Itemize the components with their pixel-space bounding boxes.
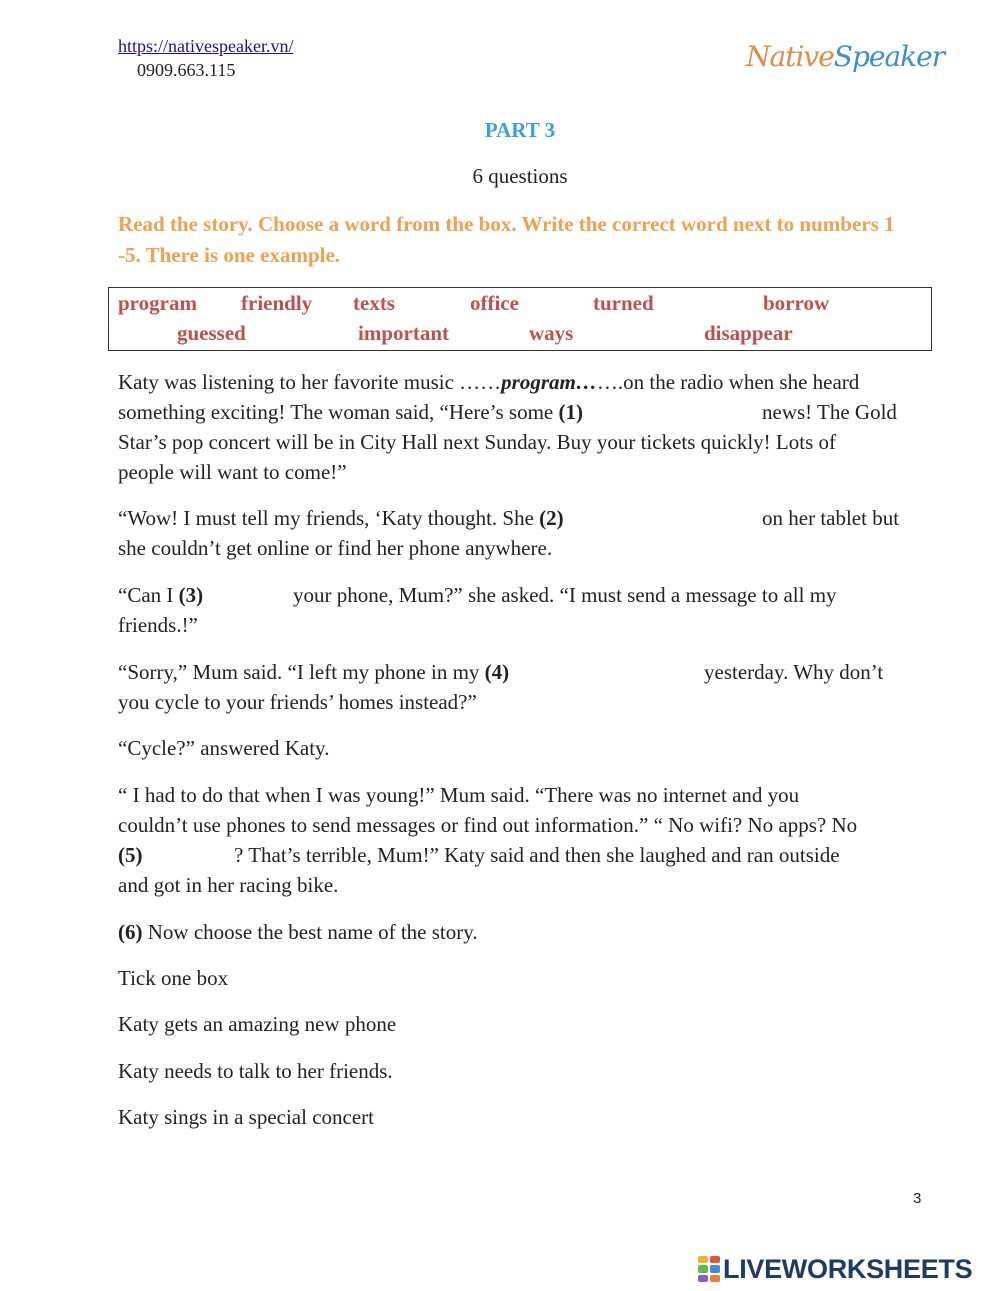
page-number: 3 xyxy=(913,1190,922,1207)
question-6-prompt xyxy=(118,917,478,947)
question-number: (2) xyxy=(539,506,564,530)
story-text: ? That’s terrible, Mum!” Katy said and then she laughed and ran outside xyxy=(234,843,840,867)
answer-blank-2[interactable] xyxy=(610,503,756,531)
word-box-item: disappear xyxy=(704,321,793,345)
story-line: “Cycle?” answered Katy. xyxy=(118,736,330,760)
story-text: Katy was listening to her favorite music …… xyxy=(118,370,502,394)
story-text: ….on the radio when she heard xyxy=(596,370,860,394)
word-box-item: important xyxy=(358,321,449,345)
word-box-item: office xyxy=(470,291,519,315)
part-title: PART 3 xyxy=(484,118,556,142)
story-line xyxy=(118,397,583,427)
word-box-item: guessed xyxy=(177,321,246,345)
story-title-option-2[interactable]: Katy needs to talk to her friends. xyxy=(118,1059,393,1083)
story-line: Star’s pop concert will be in City Hall next Sunday. Buy your tickets quickly! Lots of xyxy=(118,430,836,454)
answer-blank-1[interactable] xyxy=(630,397,756,425)
logo-word-native: Native xyxy=(746,40,834,73)
question-number: (6) xyxy=(118,920,143,944)
site-link[interactable]: https://nativespeaker.vn/ xyxy=(118,36,294,56)
story-title-option-3[interactable]: Katy sings in a special concert xyxy=(118,1105,374,1129)
story-text: “Sorry,” Mum said. “I left my phone in my xyxy=(118,660,485,684)
word-box-item: texts xyxy=(353,291,395,315)
answer-blank-4[interactable] xyxy=(550,657,698,685)
story-line xyxy=(118,367,859,397)
story-text: yesterday. Why don’t xyxy=(704,660,884,684)
question-number: (3) xyxy=(178,583,204,607)
story-text: your phone, Mum?” she asked. “I must send a message to all my xyxy=(293,583,837,607)
word-box-item: borrow xyxy=(763,291,830,315)
native-speaker-logo xyxy=(746,40,944,73)
story-line: and got in her racing bike. xyxy=(118,873,339,897)
story-text: news! The Gold xyxy=(762,400,897,424)
instruction-text: Read the story. Choose a word from the box. Write the correct word next to numbers 1 -5. There is one example. xyxy=(118,212,895,267)
story-line: “ I had to do that when I was young!” Mum said. “There was no internet and you xyxy=(118,783,800,807)
question-number: (4) xyxy=(484,660,510,684)
story-line: you cycle to your friends’ homes instead?” xyxy=(118,690,477,714)
story-text: “Can I xyxy=(118,583,179,607)
story-line xyxy=(118,657,509,687)
story-line: people will want to come!” xyxy=(118,460,347,484)
story-text: something exciting! The woman said, “Here’s some xyxy=(118,400,559,424)
tick-instruction: Tick one box xyxy=(118,966,229,990)
answer-blank-5[interactable] xyxy=(150,840,230,868)
question-count: 6 questions xyxy=(472,164,568,188)
word-box xyxy=(108,287,932,351)
question-number: (5) xyxy=(118,843,143,867)
story-line xyxy=(118,503,564,533)
phone-number: 0909.663.115 xyxy=(137,60,236,80)
story-line xyxy=(118,840,143,870)
word-box-item: program xyxy=(118,291,197,315)
story-text: Now choose the best name of the story. xyxy=(142,920,478,944)
example-answer: program… xyxy=(501,370,597,394)
word-box-item: friendly xyxy=(241,291,313,315)
answer-blank-3[interactable] xyxy=(215,580,287,608)
liveworksheets-wordmark: LIVEWORKSHEETS xyxy=(723,1253,973,1284)
story-line: she couldn’t get online or find her phone anywhere. xyxy=(118,536,553,560)
story-line: friends.!” xyxy=(118,613,198,637)
story-line: couldn’t use phones to send messages or find out information.” “ No wifi? No apps? No xyxy=(118,813,858,837)
word-box-item: ways xyxy=(529,321,574,345)
logo-word-speaker: Speaker xyxy=(833,40,945,73)
story-text: on her tablet but xyxy=(762,506,900,530)
story-title-option-1[interactable]: Katy gets an amazing new phone xyxy=(118,1012,397,1036)
story-text: “Wow! I must tell my friends, ‘Katy thought. She xyxy=(118,506,540,530)
story-line xyxy=(118,580,203,610)
word-box-item: turned xyxy=(593,291,654,315)
liveworksheets-icon xyxy=(698,1256,720,1282)
liveworksheets-brand xyxy=(698,1253,972,1285)
question-number: (1) xyxy=(558,400,584,424)
